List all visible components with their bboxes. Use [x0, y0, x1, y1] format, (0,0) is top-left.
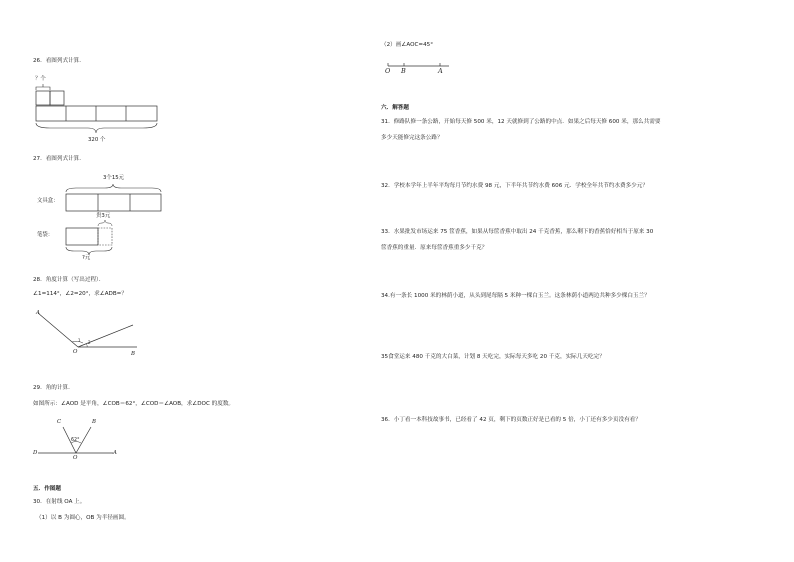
q26-diagram [30, 80, 160, 140]
q26-top-label: ？个 [35, 76, 46, 82]
q29-text: 如图所示：∠AOD 是平角，∠COB＝62°，∠COD＝∠AOB，求∠DOC 的度数。 [33, 401, 235, 407]
q34-text: 34.有一条长 1000 米的林荫小道，从头到尾每隔 5 米种一棵白玉兰。这条林荫小道两边共种多少棵白玉兰？ [381, 293, 650, 299]
q28-text: ∠1=114°，∠2=20°，求∠ADB=？ [33, 291, 127, 297]
q28-title: 28．角度计算（写出过程）． [33, 277, 105, 283]
q30-point-o: O [385, 67, 391, 75]
q26-small-box-1 [36, 91, 50, 105]
q27-bottom-brace [66, 247, 112, 255]
q26-bottom-brace [36, 123, 157, 133]
q33-line1: 33．水果批发市场运来 75 筐香蕉，如果从每筐香蕉中取出 24 千克香蕉，那么剩下的香蕉恰好相当于原来 30 [381, 229, 654, 235]
q28-point-b: B [131, 351, 135, 357]
q35-text: 35食堂运来 480 千克的大白菜，计划 8 天吃完，实际每天多吃 20 千克，实际几天吃完？ [381, 354, 605, 360]
q33-line2: 筐香蕉的重量．原来每筐香蕉重多少千克？ [381, 245, 488, 251]
section6-title: 六．解答题 [381, 105, 409, 111]
q27-row1-label: 文具盒： [37, 198, 59, 204]
q30-point-a: A [438, 67, 443, 75]
q26-large-bar [36, 106, 157, 121]
q31-line1: 31．修路队修一条公路，开始每天修 500 米，12 天就修到了公路的中点．如果之后每天修 600 米，那么共需要 [381, 119, 661, 125]
q28-ray-od [78, 325, 133, 347]
q27-expensive-label: 贵3元 [96, 213, 111, 219]
q31-line2: 多少天能修完这条公路？ [381, 135, 443, 141]
q30-part1-text: （1）以 B 为圆心，OB 为半径画圆。 [36, 515, 130, 521]
q27-row2-label: 笔袋： [37, 232, 54, 238]
q30-text: 30．在射线 OA 上。 [33, 499, 86, 505]
q30-part2-text: （2）画∠AOC=45° [381, 42, 433, 48]
q27-diagram [30, 178, 170, 268]
section5-title: 五．作图题 [33, 486, 61, 492]
q27-bag-bar [66, 228, 98, 245]
q28-point-o: O [73, 349, 78, 355]
q29-angle-label: 62° [71, 438, 80, 443]
q28-point-a: A [36, 310, 40, 316]
q32-text: 32．学校本学年上半年平均每月节约水费 98 元，下半年共节约水费 606 元．学校全年共节约水费多少元？ [381, 183, 648, 189]
q36-text: 36．小丁看一本科技故事书，已经看了 42 页，剩下的页数正好是已看的 5 倍，小丁还有多少页没有看？ [381, 417, 641, 423]
q29-title: 29．角的计算． [33, 385, 74, 391]
q26-small-box-2 [50, 91, 64, 105]
q29-point-d: D [33, 450, 38, 456]
q27-bottom-label: ?元 [82, 255, 91, 261]
q26-bottom-label: 320 个 [88, 137, 106, 143]
q29-point-b: B [92, 419, 96, 425]
q28-angle2-label: 2 [88, 340, 91, 345]
q27-top-brace [66, 184, 161, 192]
q27-box-bar [66, 194, 161, 211]
q29-point-a: A [113, 450, 117, 456]
q30-point-b: B [401, 67, 406, 75]
q26-top-brace [36, 84, 50, 90]
q29-point-c: C [57, 419, 62, 425]
q29-diagram [33, 418, 133, 468]
q27-top-label: 3个15元 [103, 175, 125, 181]
q26-title: 26．看图列式计算． [33, 58, 85, 64]
q27-bag-extra-dashed [98, 228, 112, 245]
q28-angle1-label: 1 [78, 338, 81, 343]
q29-point-o: O [73, 455, 78, 461]
q28-diagram [33, 305, 153, 365]
q27-title: 27．看图列式计算． [33, 156, 85, 162]
q27-expensive-brace [98, 220, 112, 226]
